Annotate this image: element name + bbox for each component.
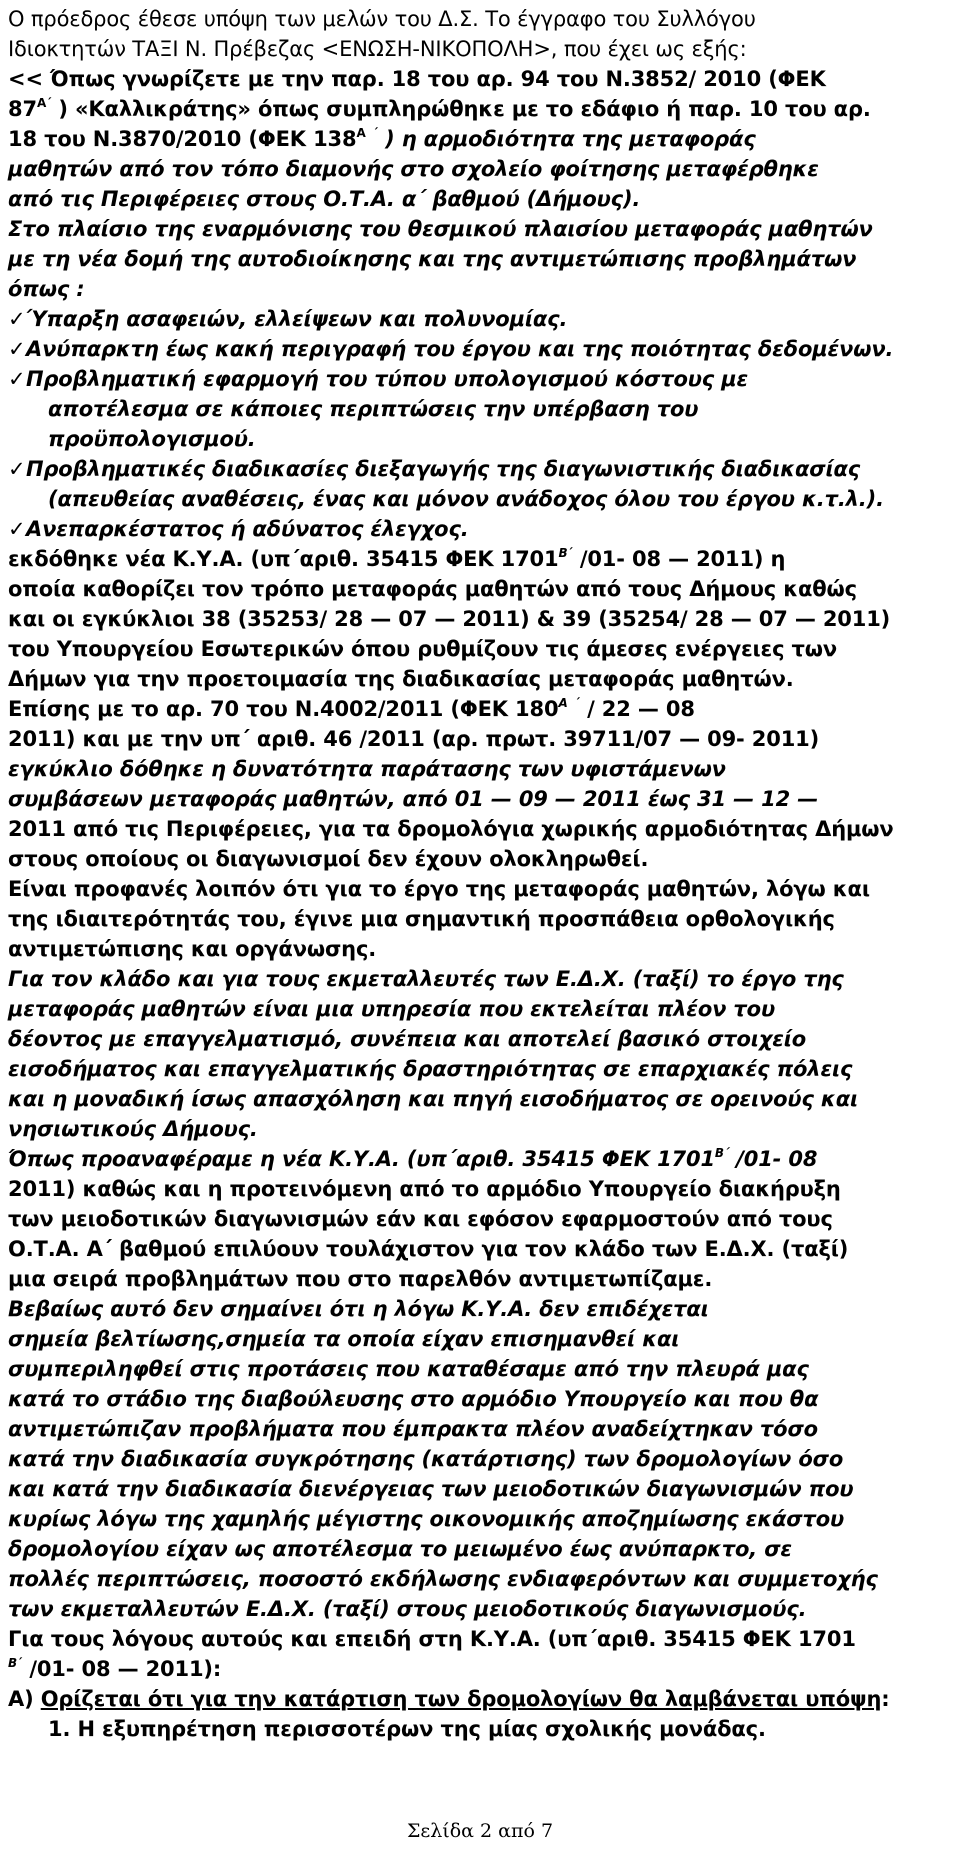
superscript: ΄ (46, 96, 52, 110)
superscript: ΄ (567, 546, 573, 560)
paragraph-line: Ιδιοκτητών ΤΑΞΙ Ν. Πρέβεζας <ΕΝΩΣΗ-ΝΙΚΟΠΟΛΗ>, που έχει ως εξής: (8, 37, 747, 61)
line-text: A) (8, 1687, 41, 1711)
paragraph-line: του Υπουργείου Εσωτερικών όπου ρυθμίζουν τις άμεσες ενέργειες των (8, 637, 838, 661)
paragraph-line: << Όπως γνωρίζετε με την παρ. 18 του αρ. 94 του Ν.3852/ 2010 (ΦΕΚ (8, 67, 826, 91)
paragraph-line: νησιωτικούς Δήμους. (8, 1117, 258, 1141)
check-icon: ✓ (8, 517, 26, 541)
superscript: Β (714, 1146, 724, 1160)
paragraph-line (8, 124, 756, 154)
paragraph-line: δρομολογίου είχαν ως αποτέλεσμα το μειωμένο έως ανύπαρκτο, σε (8, 1537, 792, 1561)
superscript: ΄ (723, 1146, 730, 1160)
paragraph-line: Ο.Τ.Α. Α΄ βαθμού επιλύουν τουλάχιστον για τον κλάδο των Ε.Δ.Χ. (ταξί) (8, 1237, 849, 1261)
line-text: εκδόθηκε νέα Κ.Υ.Α. (υπ΄αριθ. 35415 ΦΕΚ 1701 (8, 547, 559, 571)
superscript: Β (8, 1656, 17, 1670)
paragraph-line: Είναι προφανές λοιπόν ότι για το έργο της μεταφοράς μαθητών, λόγω και (8, 877, 870, 901)
line-text: ) «Καλλικράτης» όπως συμπληρώθηκε με το εδάφιο ή παρ. 10 του αρ. (58, 97, 871, 121)
paragraph-line: της ιδιαιτερότητάς του, έγινε μια σημαντική προσπάθεια ορθολογικής (8, 907, 835, 931)
superscript: ΄ (372, 126, 378, 140)
paragraph-line (8, 1654, 221, 1684)
paragraph-line: Βεβαίως αυτό δεν σημαίνει ότι η λόγω Κ.Υ.Α. δεν επιδέχεται (8, 1297, 709, 1321)
paragraph-line: 2011) καθώς και η προτεινόμενη από το αρμόδιο Υπουργείο διακήρυξη (8, 1177, 841, 1201)
paragraph-line: με τη νέα δομή της αυτοδιοίκησης και της αντιμετώπισης προβλημάτων (8, 247, 857, 271)
paragraph-line: Δήμων για την προετοιμασία της διαδικασίας μεταφοράς μαθητών. (8, 667, 794, 691)
paragraph-line: εγκύκλιο δόθηκε η δυνατότητα παράτασης των υφιστάμενων (8, 757, 726, 781)
bullet-item (8, 454, 860, 484)
paragraph-line: στους οποίους οι διαγωνισμοί δεν έχουν ολοκληρωθεί. (8, 847, 649, 871)
bullet-text: Προβληματική εφαρμογή του τύπου υπολογισμού κόστους με (26, 367, 749, 391)
paragraph-line: συμπεριληφθεί στις προτάσεις που καταθέσαμε από την πλευρά μας (8, 1357, 809, 1381)
line-text: /01- 08 (729, 1147, 818, 1171)
underlined-heading: Ορίζεται ότι για την κατάρτιση των δρομολογίων θα λαμβάνεται υπόψη (40, 1687, 882, 1711)
bullet-item (8, 514, 469, 544)
paragraph-line: από τις Περιφέρειες στους Ο.Τ.Α. α΄ βαθμού (Δήμους). (8, 187, 641, 211)
paragraph-line: αντιμετώπιζαν προβλήματα που έμπρακτα πλέον αναδείχτηκαν τόσο (8, 1417, 818, 1441)
paragraph-line: των μειοδοτικών διαγωνισμών εάν και εφόσον εφαρμοστούν από τους (8, 1207, 833, 1231)
bullet-text: Ανύπαρκτη έως κακή περιγραφή του έργου και της ποιότητας δεδομένων. (26, 337, 894, 361)
paragraph-line: Ο πρόεδρος έθεσε υπόψη των μελών του Δ.Σ. Το έγγραφο του Συλλόγου (8, 7, 756, 31)
paragraph-line: μια σειρά προβλημάτων που στο παρελθόν αντιμετωπίζαμε. (8, 1267, 713, 1291)
superscript: Α (558, 696, 568, 710)
paragraph-line: Στο πλαίσιο της εναρμόνισης του θεσμικού πλαισίου μεταφοράς μαθητών (8, 217, 873, 241)
bullet-item (8, 364, 748, 394)
paragraph-line: συμβάσεων μεταφοράς μαθητών, από 01 — 09 — 2011 έως 31 — 12 — (8, 787, 819, 811)
check-icon: ✓ (8, 367, 26, 391)
superscript: ΄ (574, 696, 580, 710)
line-text: /01- 08 — 2011): (22, 1657, 222, 1681)
line-text: /01- 08 — 2011) η (572, 547, 786, 571)
line-text: Όπως προαναφέραμε η νέα Κ.Υ.Α. (υπ΄αριθ. 35415 ΦΕΚ 1701 (8, 1147, 715, 1171)
bullet-text: Ανεπαρκέστατος ή αδύνατος έλεγχος. (26, 517, 469, 541)
paragraph-line: αντιμετώπισης και οργάνωσης. (8, 937, 377, 961)
paragraph-line: κυρίως λόγω της χαμηλής μέγιστης οικονομικής αποζημίωσης εκάστου (8, 1507, 845, 1531)
line-text: : (881, 1687, 890, 1711)
paragraph-line: και κατά την διαδικασία διενέργειας των μειοδοτικών διαγωνισμών που (8, 1477, 854, 1501)
paragraph-line: οποία καθορίζει τον τρόπο μεταφοράς μαθητών από τους Δήμους καθώς (8, 577, 857, 601)
paragraph-line: 2011 από τις Περιφέρειες, για τα δρομολόγια χωρικής αρμοδιότητας Δήμων (8, 817, 894, 841)
bullet-item (8, 304, 567, 334)
check-icon: ✓ (8, 307, 26, 331)
paragraph-line: κατά το στάδιο της διαβούλευσης στο αρμόδιο Υπουργείο και που θα (8, 1387, 819, 1411)
paragraph-line: εισοδήματος και επαγγελματικής δραστηριότητας σε επαρχιακές πόλεις (8, 1057, 853, 1081)
line-text: / 22 — 08 (579, 697, 695, 721)
superscript: Α (36, 96, 47, 110)
paragraph-line: Για τους λόγους αυτούς και επειδή στη Κ.Υ.Α. (υπ΄αριθ. 35415 ΦΕΚ 1701 (8, 1627, 856, 1651)
check-icon: ✓ (8, 457, 26, 481)
line-text: 18 του Ν.3870/2010 (ΦΕΚ 138 (8, 127, 357, 151)
bullet-item (8, 334, 893, 364)
bullet-continuation: (απευθείας αναθέσεις, ένας και μόνον ανάδοχος όλου του έργου κ.τ.λ.). (48, 487, 884, 511)
paragraph-line: 2011) και με την υπ΄ αριθ. 46 /2011 (αρ. πρωτ. 39711/07 — 09- 2011) (8, 727, 820, 751)
page-footer: Σελίδα 2 από 7 (406, 1820, 554, 1842)
paragraph-line (8, 1144, 817, 1174)
paragraph-line: σημεία βελτίωσης,σημεία τα οποία είχαν επισημανθεί και (8, 1327, 680, 1351)
paragraph-line: μαθητών από τον τόπο διαμονής στο σχολείο φοίτησης μεταφέρθηκε (8, 157, 819, 181)
paragraph-line: μεταφοράς μαθητών είναι μια υπηρεσία που εκτελείται πλέον του (8, 997, 775, 1021)
paragraph-line (8, 694, 695, 724)
check-icon: ✓ (8, 337, 26, 361)
bullet-continuation: αποτέλεσμα σε κάποιες περιπτώσεις την υπέρβαση του (48, 397, 699, 421)
line-text: Επίσης με το αρ. 70 του Ν.4002/2011 (ΦΕΚ 180 (8, 697, 559, 721)
line-text: ) η αρμοδιότητα της μεταφοράς (385, 127, 756, 151)
paragraph-line: των εκμεταλλευτών Ε.Δ.Χ. (ταξί) στους μειοδοτικούς διαγωνισμούς. (8, 1597, 807, 1621)
paragraph-line: και η μοναδική ίσως απασχόληση και πηγή εισοδήματος σε ορεινούς και (8, 1087, 859, 1111)
bullet-text: Ύπαρξη ασαφειών, ελλείψεων και πολυνομίας. (26, 307, 568, 331)
paragraph-line: $87^{A΄}$ ) «Καλλικράτης» όπως συμπληρώθηκε με το εδάφιο ή παρ. 10 του αρ. (8, 96, 871, 121)
paragraph-line (8, 1684, 890, 1714)
superscript: ΄ (17, 1656, 23, 1670)
paragraph-line: πολλές περιπτώσεις, ποσοστό εκδήλωσης ενδιαφερόντων και συμμετοχής (8, 1567, 878, 1591)
paragraph-line: κατά την διαδικασία συγκρότησης (κατάρτισης) των δρομολογίων όσο (8, 1447, 844, 1471)
bullet-continuation: προϋπολογισμού. (48, 427, 256, 451)
paragraph-line: και οι εγκύκλιοι 38 (35253/ 28 — 07 — 2011) & 39 (35254/ 28 — 07 — 2011) (8, 607, 891, 631)
superscript: Α (356, 126, 366, 140)
paragraph-line: Για τον κλάδο και για τους εκμεταλλευτές των Ε.Δ.Χ. (ταξί) το έργο της (8, 967, 844, 991)
paragraph-line: όπως : (8, 277, 85, 301)
paragraph-line (8, 544, 785, 574)
list-item: 1. Η εξυπηρέτηση περισσοτέρων της μίας σχολικής μονάδας. (48, 1717, 766, 1741)
superscript: Β (558, 546, 568, 560)
paragraph-line: δέοντος με επαγγελματισμό, συνέπεια και αποτελεί βασικό στοιχείο (8, 1027, 807, 1051)
bullet-text: Προβληματικές διαδικασίες διεξαγωγής της διαγωνιστικής διαδικασίας (26, 457, 861, 481)
